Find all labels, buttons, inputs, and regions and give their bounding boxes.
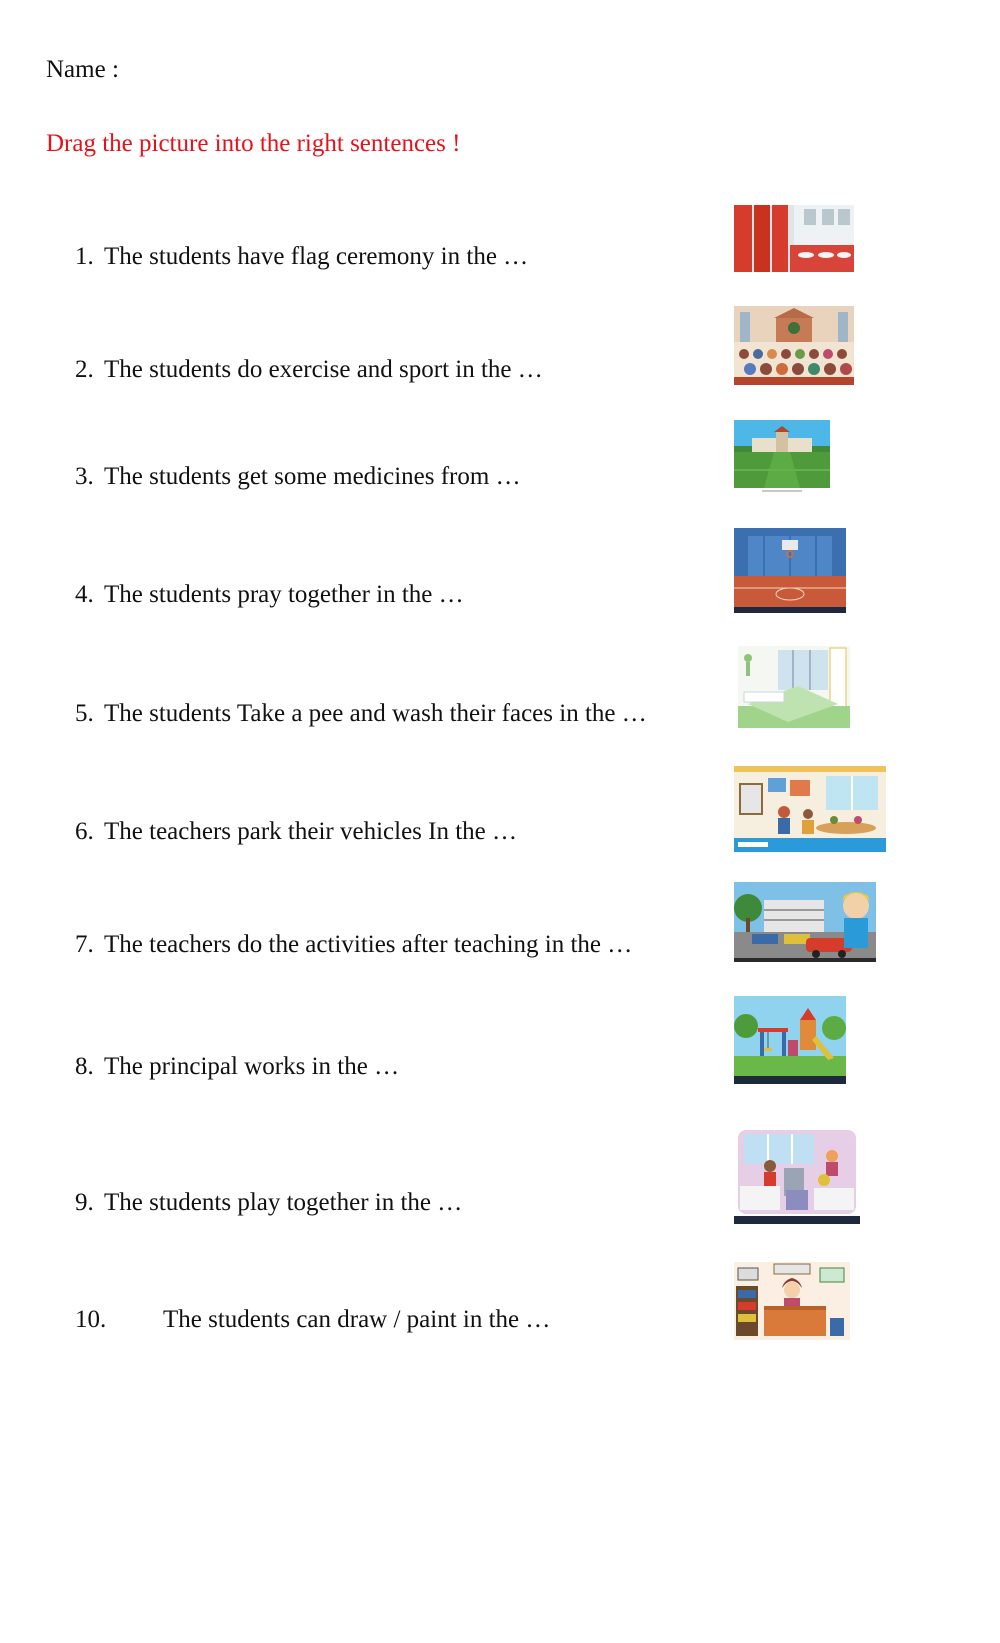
sentence-text: The students can draw / paint in the …	[163, 1306, 551, 1333]
school-yard-image	[734, 420, 830, 494]
picture-toilet[interactable]	[734, 205, 854, 272]
prayer-hall-image	[734, 306, 854, 385]
sentence-number: 6.	[75, 818, 94, 845]
instruction-text: Drag the picture into the right sentences !	[46, 130, 461, 157]
sentence-text: The students do exercise and sport in the …	[104, 356, 543, 383]
parking-lot-image	[734, 882, 876, 962]
sentence-text: The teachers do the activities after teaching in the …	[104, 931, 633, 958]
sentence-7	[75, 931, 632, 959]
name-label: Name :	[46, 56, 119, 83]
sentence-text: The students pray together in the …	[104, 581, 464, 608]
sentence-1	[75, 243, 528, 271]
sentence-number: 7.	[75, 931, 94, 958]
picture-prayer-hall[interactable]	[734, 306, 854, 385]
picture-principal-office[interactable]	[734, 1262, 850, 1340]
sentence-8	[75, 1053, 399, 1081]
picture-health-room[interactable]	[738, 646, 850, 732]
sentence-10	[75, 1306, 550, 1334]
sentence-number: 2.	[75, 356, 94, 383]
sentence-text: The students have flag ceremony in the …	[104, 243, 529, 270]
sentence-3	[75, 463, 521, 491]
sentence-text: The principal works in the …	[104, 1053, 400, 1080]
sentence-text: The students get some medicines from …	[104, 463, 521, 490]
picture-sports-hall[interactable]	[734, 528, 846, 613]
teachers-room-image	[734, 1128, 860, 1224]
sentence-4	[75, 581, 464, 609]
sentence-6	[75, 818, 517, 846]
sentence-text: The students play together in the …	[104, 1189, 463, 1216]
sentence-number: 4.	[75, 581, 94, 608]
health-room-image	[738, 646, 850, 732]
playground-image	[734, 996, 846, 1084]
sentence-text: The teachers park their vehicles In the …	[104, 818, 518, 845]
sentence-2	[75, 356, 543, 384]
picture-teachers-room[interactable]	[734, 1128, 860, 1224]
sentence-number: 9.	[75, 1189, 94, 1216]
sentence-5	[75, 700, 647, 728]
sentence-text: The students Take a pee and wash their faces in the …	[104, 700, 647, 727]
picture-art-room[interactable]	[734, 766, 886, 852]
picture-school-yard[interactable]	[734, 420, 830, 494]
sentence-9	[75, 1189, 462, 1217]
sentence-number: 8.	[75, 1053, 94, 1080]
toilet-image	[734, 205, 854, 272]
sports-hall-image	[734, 528, 846, 613]
sentence-number: 5.	[75, 700, 94, 727]
picture-parking-lot[interactable]	[734, 882, 876, 962]
sentence-number: 10.	[75, 1306, 107, 1333]
art-room-image	[734, 766, 886, 852]
picture-playground[interactable]	[734, 996, 846, 1084]
principal-office-image	[734, 1262, 850, 1340]
sentence-number: 3.	[75, 463, 94, 490]
sentence-number: 1.	[75, 243, 94, 270]
